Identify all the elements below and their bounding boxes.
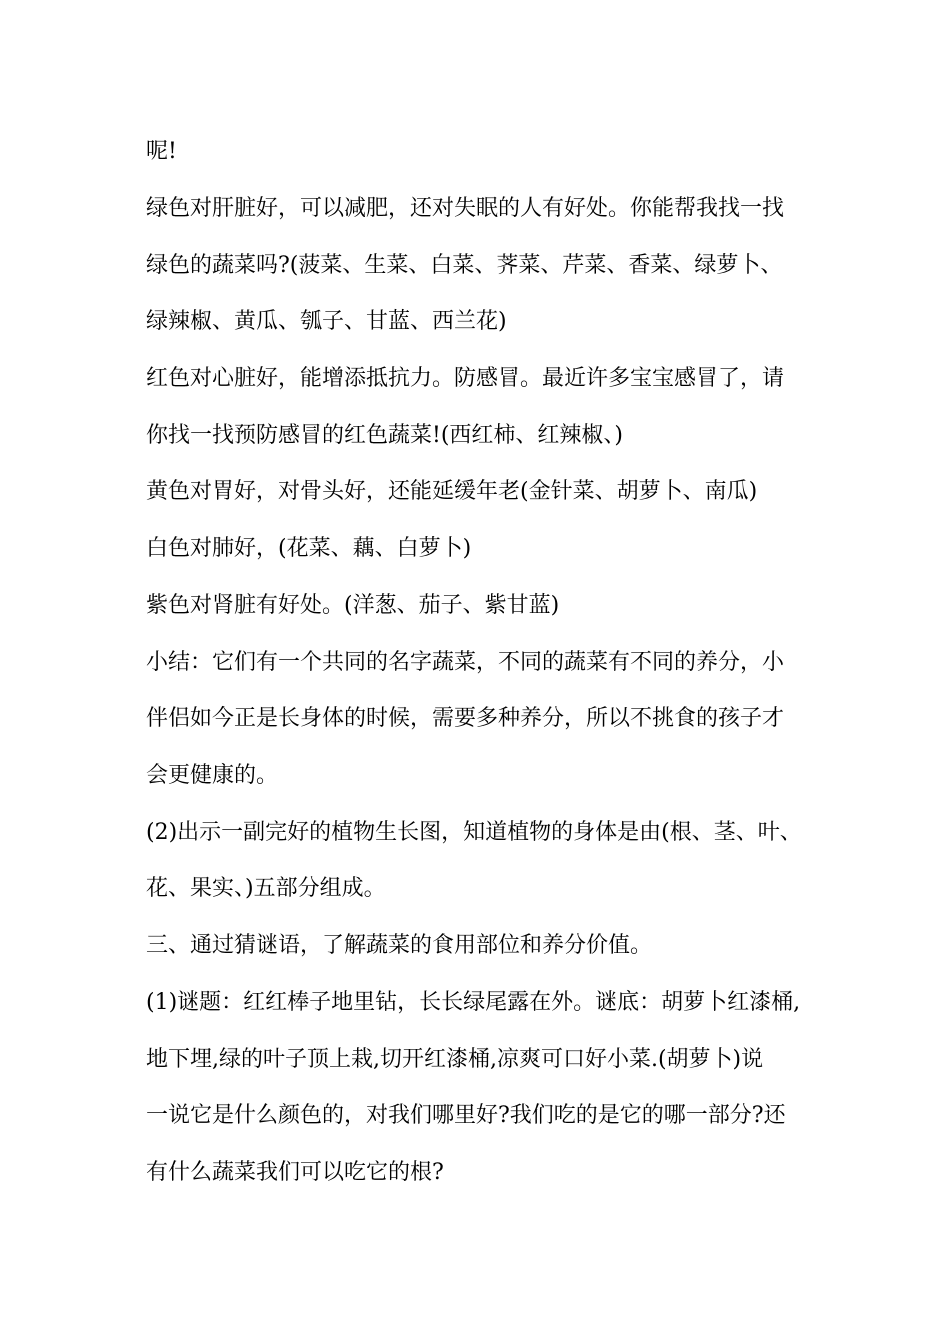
- text-line: 会更健康的。: [146, 763, 279, 788]
- text-line: 紫色对肾脏有好处。(洋葱、茄子、紫甘蓝): [146, 593, 560, 618]
- text-line: 绿色对肝脏好，可以减肥，还对失眠的人有好处。你能帮我找一找: [146, 196, 785, 221]
- text-line: 黄色对胃好，对骨头好，还能延缓年老(金针菜、胡萝卜、南瓜): [146, 479, 758, 504]
- text-line: 小结：它们有一个共同的名字蔬菜，不同的蔬菜有不同的养分，小: [146, 650, 785, 675]
- text-line: 红色对心脏好，能增添抵抗力。防感冒。最近许多宝宝感冒了，请: [146, 366, 785, 391]
- text-line: 一说它是什么颜色的，对我们哪里好?我们吃的是它的哪一部分?还: [146, 1103, 786, 1128]
- text-line: (1)谜题：红红棒子地里钻，长长绿尾露在外。谜底：胡萝卜红漆桶,: [146, 990, 801, 1015]
- text-line: 绿辣椒、黄瓜、瓠子、甘蓝、西兰花): [146, 309, 507, 334]
- section-heading: 三、通过猜谜语，了解蔬菜的食用部位和养分价值。: [146, 933, 653, 958]
- text-line: 地下埋,绿的叶子顶上栽,切开红漆桶,凉爽可口好小菜.(胡萝卜)说: [146, 1047, 764, 1072]
- text-line: 绿色的蔬菜吗?(菠菜、生菜、白菜、荠菜、芹菜、香菜、绿萝卜、: [146, 253, 783, 278]
- text-line: 呢!: [146, 139, 177, 164]
- text-line: 白色对肺好，(花菜、藕、白萝卜): [146, 536, 472, 561]
- text-line: 伴侣如今正是长身体的时候，需要多种养分，所以不挑食的孩子才: [146, 706, 785, 731]
- text-line: 有什么蔬菜我们可以吃它的根?: [146, 1160, 444, 1185]
- text-line: 你找一找预防感冒的红色蔬菜!(西红柿、红辣椒、): [146, 423, 624, 448]
- text-line: 花、果实、)五部分组成。: [146, 876, 386, 901]
- text-line: (2)出示一副完好的植物生长图，知道植物的身体是由(根、茎、叶、: [146, 820, 802, 845]
